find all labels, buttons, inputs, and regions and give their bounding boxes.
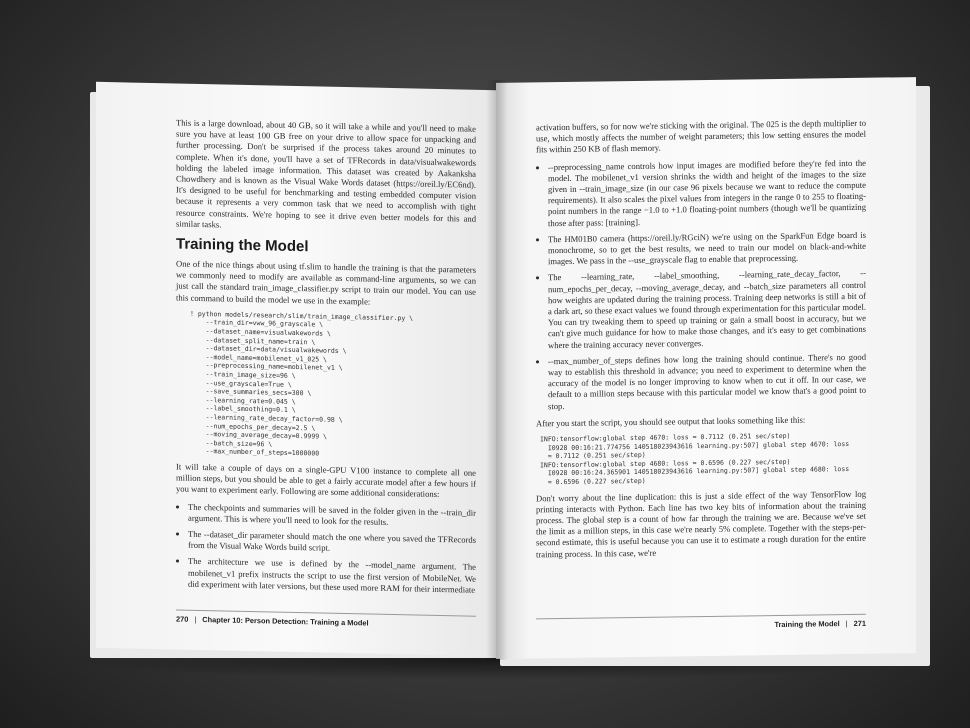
list-item: • The --learning_rate, --label_smoothing, --learning_rate_decay_factor, --num_epochs_per_decay, --moving_average_decay, and --batch_size parameters all control how weights are updated during the training process. Training deep networks is still a bit of a dark art, so these exact values we found through experimentation for this particular model. You can try tweaking them to speed up training or gain a small boost in accuracy, but we can't give much guidance for how to make those changes, and it's easy to get combinations where the training accuracy never converges. bbox=[548, 268, 866, 351]
training-command-code: ! python models/research/slim/train_image_classifier.py \ --train_dir=vww_96_grayscale \ --dataset_name=visualwakewords \ --dataset_split_name=train \ --dataset_dir=data/visualwakewords \ --model_name=mobilenet_v1_025 \ --preprocessing_name=mobilenet_v1 \ --train_image_size=96 \ --use_grayscale=True \ --save_summaries_secs=300 \ --learning_rate=0.045 \ --label_smoothing=0.1 \ --learning_rate_decay_factor=0.98 \ --num_epochs_per_decay=2.5 \ --moving_average_decay=0.9999 \ --batch_size=96 \ --max_number_of_steps=1000000 bbox=[190, 309, 414, 458]
list-item: • --preprocessing_name controls how input images are modified before they're fed into the model. The mobilenet_v1 version shrinks the width and height of the images to the size given in --train_image_size (in our case 96 pixels because we want to reduce the compute requirements). It also scales the pixel values from integers in the range 0 to 255 to floating-point numbers in the range −1.0 to +1.0 floating-point numbers (though we'll be quantizing those after pass: [training]. bbox=[548, 157, 866, 229]
book-gutter bbox=[486, 80, 508, 660]
chapter-title: Chapter 10: Person Detection: Training a Model bbox=[202, 615, 369, 628]
left-page bbox=[96, 82, 496, 656]
after-code-paragraph: It will take a couple of days on a single-GPU V100 instance to complete all one million steps, but you should be able to get a fairly accurate model after a few hours if you want to experiment early. Following are some additional considerations: bbox=[176, 461, 476, 500]
training-paragraph: One of the nice things about using tf.slim to handle the training is that the parameters we commonly need to modify are available as command-line arguments, so we can just call the standard train_image_classifier.py script to train our model. You can use this command to build the model we use in the example: bbox=[176, 258, 476, 307]
section-title: Training the Model bbox=[774, 619, 840, 630]
footer-separator: | bbox=[194, 614, 197, 624]
section-heading: Training the Model bbox=[176, 235, 309, 256]
page-number: 271 bbox=[853, 618, 866, 628]
intro-paragraph: This is a large download, about 40 GB, so it will take a while and you'll need to make sure you have at least 100 GB free on your drive to allow space for unpacking and further processing. Don't be surprised if the process takes around 20 minutes to complete. When it's done, you'll have a set of TFRecords in data/visualwakewords holding the labeled image information. This dataset was created by Aakanksha Chowdhery and is known as the Visual Wake Words dataset (https://oreil.ly/EC6nd). It's designed to be useful for benchmarking and testing embedded computer vision because it represents a very common task that we need to accomplish with tight resource constraints. We're hoping to see it drive even better models for this and similar tasks. bbox=[176, 117, 476, 230]
output-intro: After you start the script, you should see output that looks something like this: bbox=[536, 414, 806, 429]
list-item: • The checkpoints and summaries will be saved in the folder given in the --train_dir argument. This is where you'll need to look for the results. bbox=[188, 501, 476, 529]
list-item: • The HM01B0 camera (https://oreil.ly/RGciN) we're using on the SparkFun Edge board is monochrome, so to get the best results, we need to train our model on black-and-white images. We pass in the --use_grayscale flag to enable that preprocessing. bbox=[548, 230, 866, 268]
list-item: • The architecture we use is defined by the --model_name argument. The mobilenet_v1 prefix instructs the script to use the first version of MobileNet. We did experiment with later versions, but these used more RAM for their intermediate bbox=[188, 556, 476, 596]
considerations-list bbox=[176, 501, 476, 596]
parameters-list bbox=[536, 157, 866, 412]
right-page bbox=[496, 77, 916, 659]
training-output-code: INFO:tensorflow:global step 4670: loss = 0.7112 (0.251 sec/step) I0928 00:16:21.774756 140518023943616 learning.py:507] global step 4670: loss = 0.7112 (0.251 sec/step) INFO:tensorflow:global step 4680: loss = 0.6596 (0.227 sec/step) I0928 00:16:24.365901 140518023943616 learning.py:507] global step 4680: loss = 0.6596 (0.227 sec/step) bbox=[540, 431, 850, 487]
left-page-footer bbox=[176, 609, 476, 629]
continuation-paragraph: activation buffers, so for now we're sticking with the original. The 025 is the depth multiplier to use, which mostly affects the number of weight parameters; this low setting ensures the model fits within 250 KB of flash memory. bbox=[536, 117, 866, 155]
closing-paragraph: Don't worry about the line duplication: this is just a side effect of the way TensorFlow log printing interacts with Python. Each line has two key bits of information about the training process. The global step is a count of how far through the training we are. Because we've set the limit as a million steps, in this case we're nearly 5% complete. Together with the steps-per-second estimate, this is useful because you can use it to estimate a rough duration for the entire training process. In this case, we're bbox=[536, 488, 866, 560]
list-item: • --max_number_of_steps defines how long the training should continue. There's no good way to establish this threshold in advance; you need to experiment to determine when the accuracy of the model is no longer improving to know when to cut it off. In our case, we default to a million steps because with this particular model we know that's a good point to stop. bbox=[548, 352, 866, 412]
footer-separator: | bbox=[845, 619, 848, 629]
right-page-footer bbox=[536, 614, 866, 633]
page-number: 270 bbox=[176, 614, 189, 624]
list-item: • The --dataset_dir parameter should match the one where you saved the TFRecords from the Visual Wake Words build script. bbox=[188, 529, 476, 557]
